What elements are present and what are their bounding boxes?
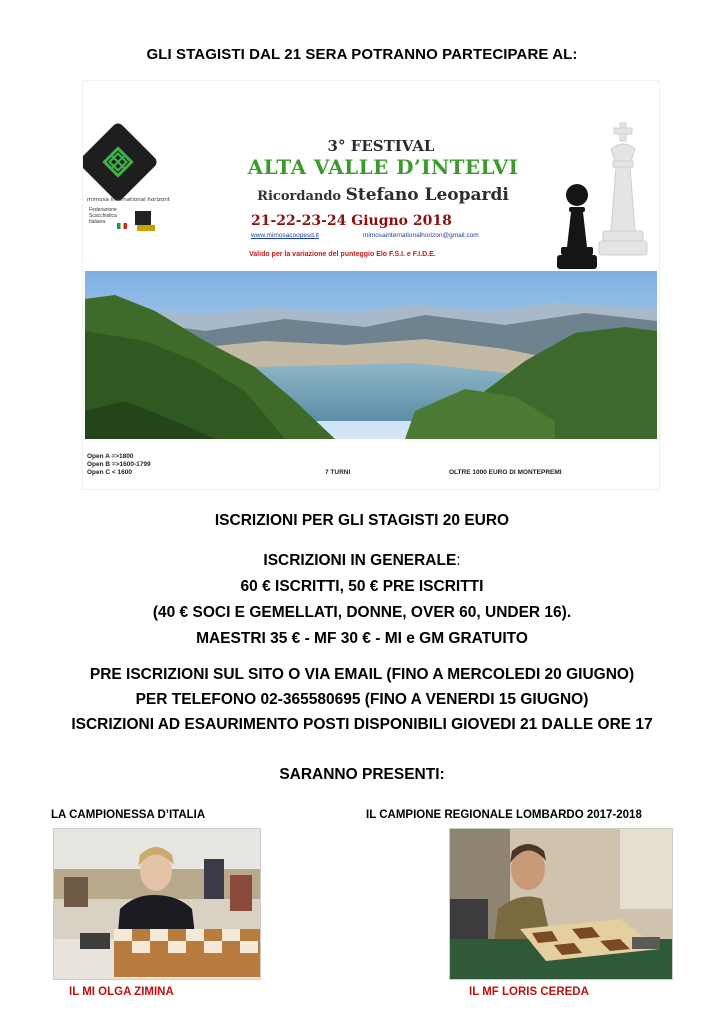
guest-1-title: LA CAMPIONESSA D’ITALIA (51, 809, 206, 821)
masters-prices: MAESTRI 35 € - MF 30 € - MI e GM GRATUITO (196, 630, 528, 647)
italian-flag-icon (117, 223, 127, 229)
open-b: Open B =>1600-1799 (87, 461, 151, 468)
general-prices: 60 € ISCRITTI, 50 € PRE ISCRITTI (240, 578, 484, 595)
ricordando-text: Ricordando (257, 189, 342, 204)
pre-registration-info: PRE ISCRIZIONI SUL SITO O VIA EMAIL (FINO A MERCOLEDI 20 GIUGNO) (89, 666, 635, 683)
guest-1-name: IL MI OLGA ZIMINA (69, 986, 174, 998)
poster-opens (87, 453, 151, 477)
onsite-registration-info: ISCRIZIONI AD ESAURIMENTO POSTI DISPONIBILI GIOVEDI 21 DALLE ORE 17 (71, 716, 653, 733)
sponsor-badge-icon (135, 211, 151, 225)
phone-registration-info: PER TELEFONO 02-365580695 (FINO A VENERDI 15 GIUGNO) (135, 691, 589, 708)
chess-king-icon (591, 121, 655, 261)
headline: GLI STAGISTI DAL 21 SERA POTRANNO PARTECIPARE AL: (146, 46, 578, 63)
festival-poster (82, 80, 660, 490)
open-c: Open C < 1600 (87, 469, 132, 476)
lake-landscape-image (85, 271, 657, 439)
guest-2-title: IL CAMPIONE REGIONALE LOMBARDO 2017-2018 (366, 809, 642, 821)
poster-site-link[interactable]: www.mimosacoopesd.it (251, 232, 319, 239)
poster-validity: Valido per la variazione del punteggio Elo F.S.I. e F.I.D.E. (249, 251, 436, 258)
sponsor-stripe-icon (137, 225, 155, 231)
honoree-name: Stefano Leopardi (345, 185, 509, 205)
logo-caption: mimosa international horizont (87, 197, 170, 203)
open-a: Open A =>1800 (87, 453, 134, 460)
reduced-prices: (40 € SOCI E GEMELLATI, DONNE, OVER 60, UNDER 16). (152, 604, 572, 621)
general-heading-text: ISCRIZIONI IN GENERALE (263, 552, 457, 569)
endless-knot-icon (93, 137, 143, 187)
poster-email[interactable]: mimosainternationalhorizon@gmail.com (363, 232, 479, 239)
guest-2-photo (449, 828, 673, 980)
poster-ricordando (203, 185, 563, 205)
poster-title: ALTA VALLE D’INTELVI (247, 155, 519, 179)
chess-pawn-icon (555, 181, 599, 273)
poster-prize: OLTRE 1000 EURO DI MONTEPREMI (449, 469, 562, 476)
general-heading-colon: : (456, 552, 461, 569)
general-heading (0, 552, 724, 570)
stagisti-fee: ISCRIZIONI PER GLI STAGISTI 20 EURO (214, 512, 510, 529)
presenti-heading: SARANNO PRESENTI: (279, 766, 445, 783)
guest-2-name: IL MF LORIS CEREDA (469, 986, 589, 998)
guest-1-photo (53, 828, 261, 980)
poster-dates: 21-22-23-24 Giugno 2018 (251, 213, 452, 229)
poster-festival: 3° FESTIVAL (327, 137, 435, 155)
fsi-logo: Federazione Scacchistica Italiana (89, 207, 117, 225)
poster-turns: 7 TURNI (325, 469, 351, 476)
